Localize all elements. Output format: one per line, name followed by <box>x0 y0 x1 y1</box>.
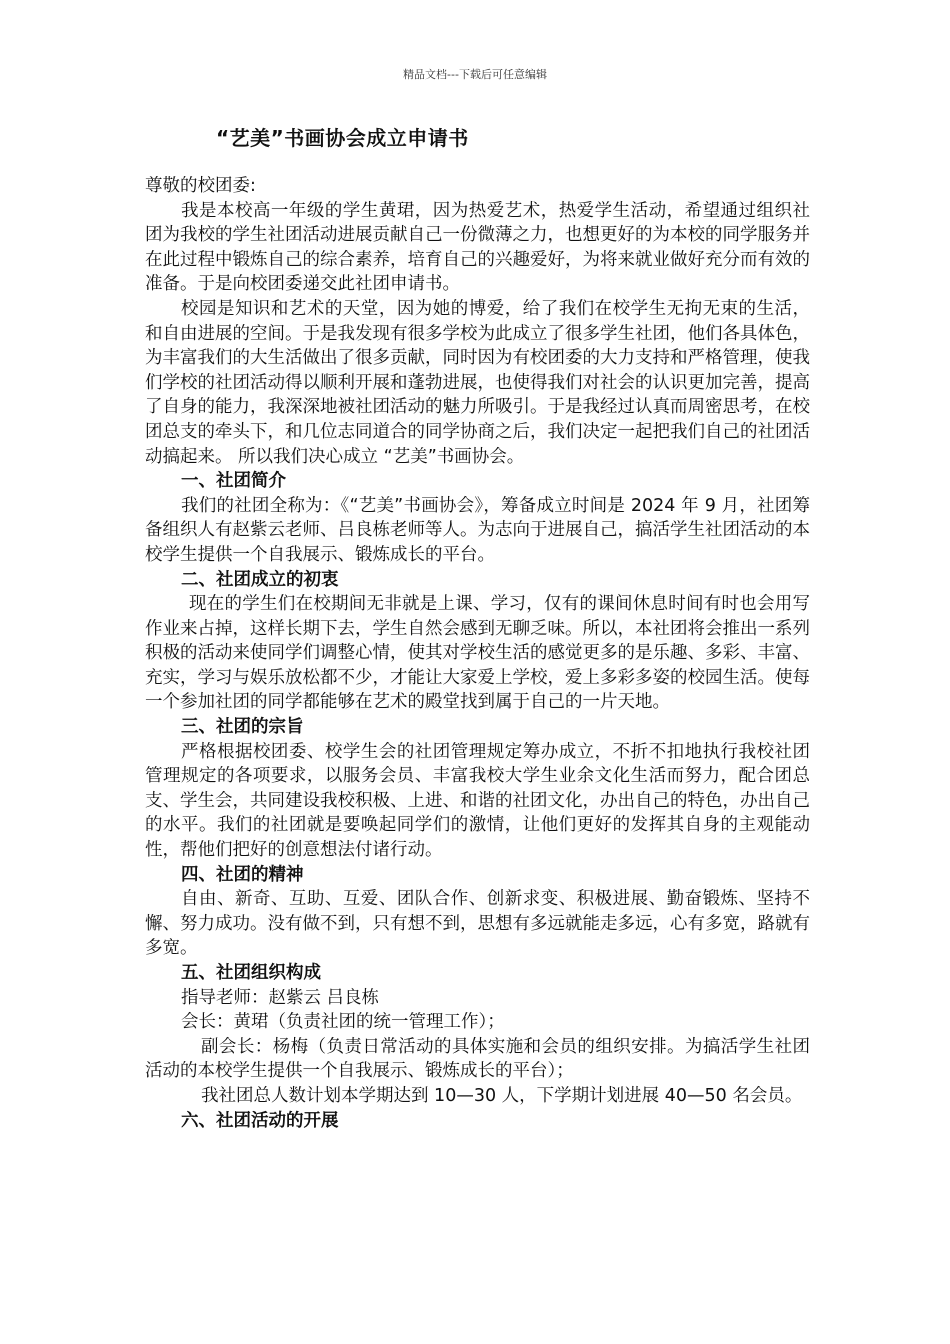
section-4-body: 自由、新奇、互助、互爱、团队合作、创新求变、积极进展、勤奋锻炼、坚持不懈、努力成功。没有做不到，只有想不到，思想有多远就能走多远，心有多宽，路就有多宽。 <box>145 889 810 959</box>
page-header: 精品文档---下载后可任意编辑 <box>403 68 547 81</box>
advisors-line: 指导老师：赵紫云 吕良栋 <box>181 987 380 1008</box>
president-line: 会长：黄珺（负责社团的统一管理工作）； <box>181 1012 505 1033</box>
section-3-heading: 三、社团的宗旨 <box>181 717 304 738</box>
section-6-heading: 六、社团活动的开展 <box>181 1110 339 1131</box>
intro-paragraph-2: 校园是知识和艺术的天堂，因为她的博爱，给了我们在校学生无拘无束的生活，和自由进展的空间。于是我发现有很多学校为此成立了很多学生社团，他们各具体色，为丰富我们的大生活做出了很多贡献，同时因为有校团委的大力支持和严格管理，使我们学校的社团活动得以顺利开展和蓬勃进展，也使得我们对社会的认识更加完善，提高了自身的能力，我深深地被社团活动的魅力所吸引。于是我经过认真而周密思考，在校团总支的牵头下，和几位志同道合的同学协商之后，我们决定一起把我们自己的社团活动搞起来。 所以我们决心成立 “艺美”书画协会。 <box>145 298 810 467</box>
section-2-body: 现在的学生们在校期间无非就是上课、学习，仅有的课间休息时间有时也会用写作业来占掉，这样长期下去，学生自然会感到无聊乏味。所以，本社团将会推出一系列积极的活动来使同学们调整心情，使其对学校生活的感觉更多的是乐趣、多彩、丰富、充实，学习与娱乐放松都不少，才能让大家爱上学校，爱上多彩多姿的校园生活。使每一个参加社团的同学都能够在艺术的殿堂找到属于自己的一片天地。 <box>145 594 810 713</box>
members-line: 我社团总人数计划本学期达到 10—30 人，下学期计划进展 40—50 名会员。 <box>201 1085 803 1106</box>
section-2-heading: 二、社团成立的初衷 <box>181 569 339 590</box>
salutation: 尊敬的校团委: <box>145 176 256 196</box>
section-5-heading: 五、社团组织构成 <box>181 963 321 983</box>
document-title: “艺美”书画协会成立申请书 <box>216 126 469 150</box>
section-3-body: 严格根据校团委、校学生会的社团管理规定筹办成立，不折不扣地执行我校社团管理规定的各项要求，以服务会员、丰富我校大学生业余文化生活而努力，配合团总支、学生会，共同建设我校积极、上进、和谐的社团文化，办出自己的特色，办出自己的水平。我们的社团就是要唤起同学们的激情，让他们更好的发挥其自身的主观能动性，帮他们把好的创意想法付诸行动。 <box>145 741 810 861</box>
vice-president-line: 副会长：杨梅（负责日常活动的具体实施和会员的组织安排。为搞活学生社团活动的本校学生提供一个自我展示、锻炼成长的平台）； <box>145 1036 810 1082</box>
document-body <box>145 174 810 1133</box>
intro-paragraph-1: 我是本校高一年级的学生黄珺，因为热爱艺术，热爱学生活动，希望通过组织社团为我校的学生社团活动进展贡献自己一份微薄之力，也想更好的为本校的同学服务并在此过程中锻炼自己的综合素养，培育自己的兴趣爱好，为将来就业做好充分而有效的准备。于是向校团委递交此社团申请书。 <box>145 200 810 295</box>
section-1-body: 我们的社团全称为：《“艺美”书画协会》，筹备成立时间是 2024 年 9 月，社团筹备组织人有赵紫云老师、吕良栋老师等人。为志向于进展自己，搞活学生社团活动的本校学生提供一个自我展示、锻炼成长的平台。 <box>145 495 810 565</box>
section-1-heading: 一、社团简介 <box>181 471 286 492</box>
section-4-heading: 四、社团的精神 <box>181 864 304 885</box>
